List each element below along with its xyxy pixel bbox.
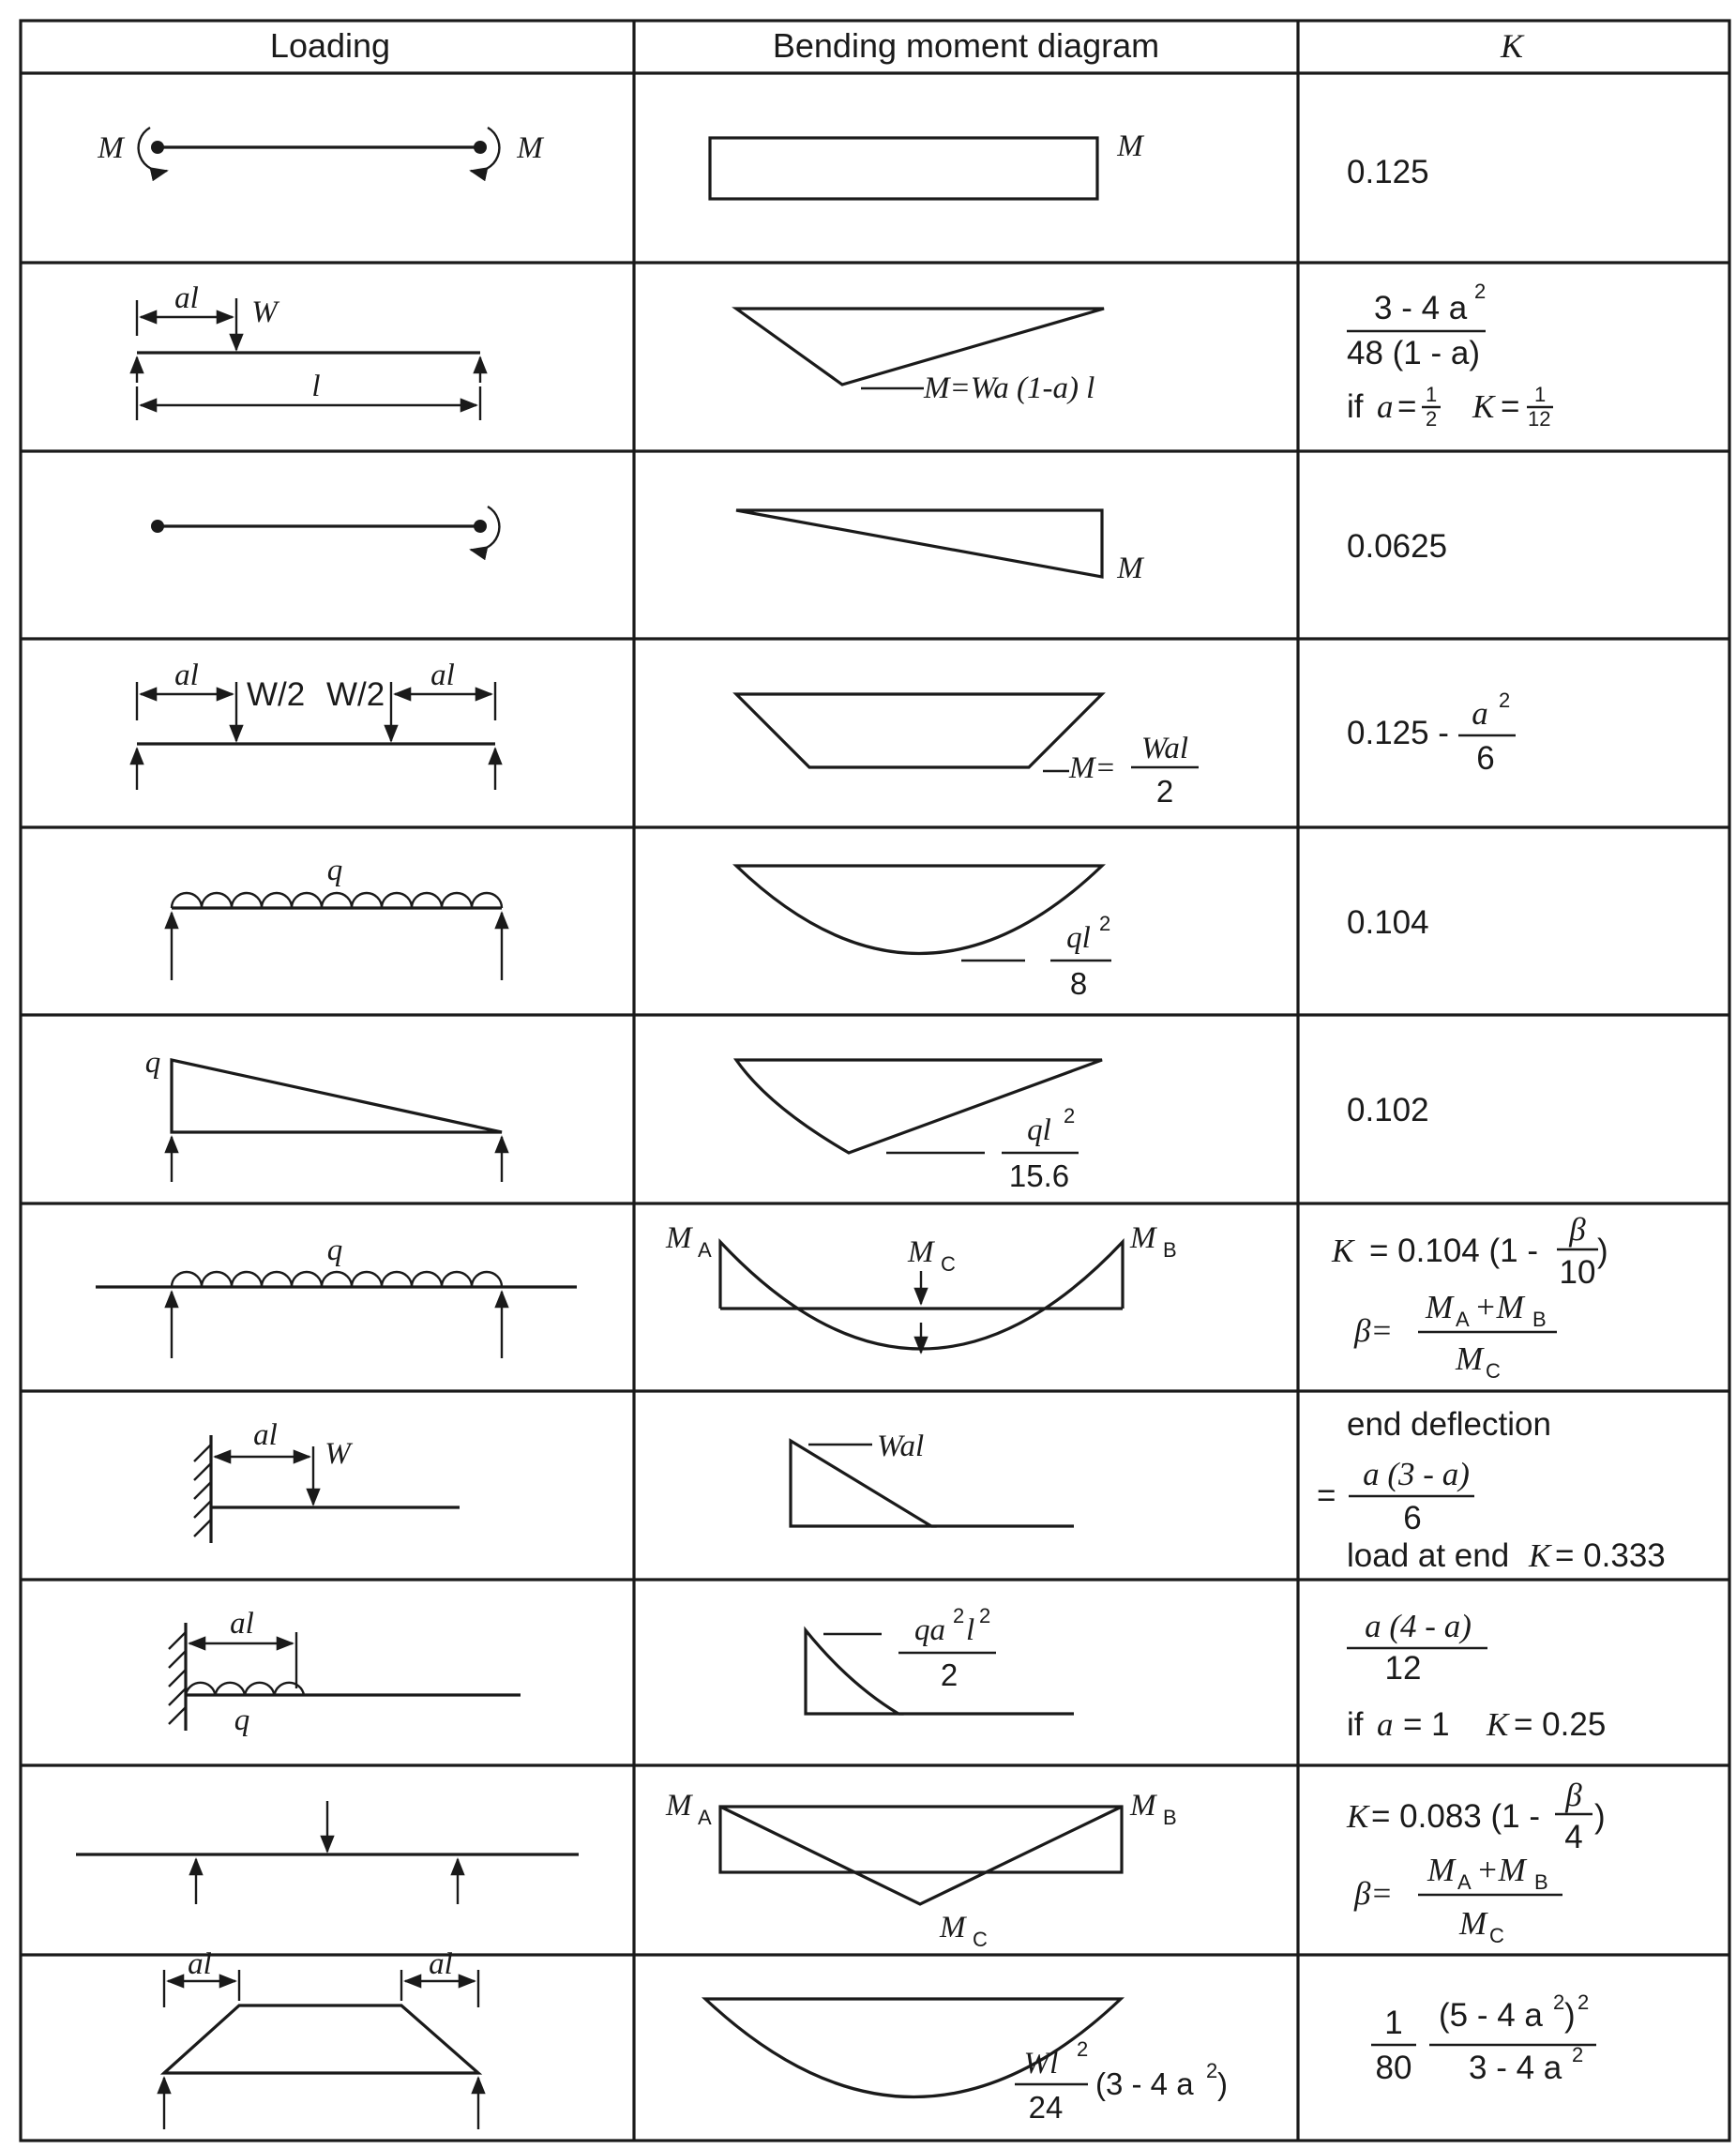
row-7-loading xyxy=(96,1233,577,1358)
moment-label-right: M xyxy=(517,131,543,165)
header-k: K xyxy=(1500,27,1524,65)
k-numerator: 3 - 4 a xyxy=(1374,290,1468,326)
k-frac-plus: +M xyxy=(1474,1289,1524,1325)
row-10-loading xyxy=(76,1801,579,1904)
k-line3b: = 0.333 xyxy=(1555,1537,1666,1574)
k-denominator: 48 (1 - a) xyxy=(1347,335,1480,371)
row-4 xyxy=(137,658,1516,809)
row-5 xyxy=(172,854,1429,1001)
k-value: 0.0625 xyxy=(1347,528,1448,565)
k-denominator: 6 xyxy=(1403,1500,1422,1536)
moment-label-left: M xyxy=(98,131,124,165)
bmd-frac-num: ql xyxy=(1066,921,1091,955)
bmd-ma-sub: A xyxy=(698,1806,712,1829)
k-symbol: K xyxy=(1332,1233,1354,1269)
row-6 xyxy=(145,1046,1429,1193)
dim-al-right: al xyxy=(429,1947,453,1981)
bmd-frac-num-exp: 2 xyxy=(1064,1104,1076,1127)
k-beta: β= xyxy=(1354,1875,1394,1912)
bmd-frac-den: 2 xyxy=(940,1657,959,1692)
load-w-label: W xyxy=(325,1437,351,1471)
row-4-bmd xyxy=(736,694,1199,809)
bmd-num-l: l xyxy=(966,1613,975,1647)
dim-al-label: al xyxy=(174,281,199,315)
k-frac-den-m: M xyxy=(1456,1340,1484,1377)
row-3-loading xyxy=(151,507,499,551)
bmd-mb: M xyxy=(1130,1221,1156,1255)
row-6-loading xyxy=(145,1046,502,1182)
dim-al-label: al xyxy=(230,1607,254,1641)
bmd-tail-exp: 2 xyxy=(1206,2059,1218,2082)
k-eq2: = xyxy=(1501,388,1520,425)
k-half-num: 1 xyxy=(1426,383,1438,406)
bmd-mc: M xyxy=(940,1911,966,1945)
row-5-loading xyxy=(172,854,502,980)
row-6-bmd xyxy=(736,1060,1102,1193)
k-frac-s2: B xyxy=(1532,1308,1547,1331)
k-beta-den: 4 xyxy=(1564,1819,1583,1855)
table-header xyxy=(270,26,1525,65)
row-8-loading xyxy=(194,1418,460,1543)
udl-loops-icon xyxy=(186,1683,304,1695)
k-beta: β= xyxy=(1354,1312,1394,1349)
row-3 xyxy=(151,507,1447,585)
k-eq: = xyxy=(1317,1477,1336,1514)
k-a-val: = 1 xyxy=(1403,1706,1450,1743)
row-2-bmd xyxy=(736,309,1104,405)
k-close: ) xyxy=(1594,1798,1606,1835)
bmd-mb-sub: B xyxy=(1163,1806,1177,1829)
k-beta-num: β xyxy=(1569,1211,1586,1248)
bmd-mc: M xyxy=(908,1235,934,1269)
row-10 xyxy=(76,1777,1606,1951)
k-numerator-exponent: 2 xyxy=(1474,280,1487,303)
k-numerator: a xyxy=(1472,695,1488,732)
k-line3: load at end xyxy=(1347,1537,1510,1574)
k-value: 0.125 xyxy=(1347,154,1429,190)
k-num-exp1: 2 xyxy=(1553,1990,1565,2014)
k-num-exp2: 2 xyxy=(1577,1990,1590,2014)
k-denominator: 12 xyxy=(1384,1650,1422,1687)
row-7-bmd xyxy=(665,1221,1177,1353)
bmd-moment-label: M xyxy=(1117,552,1143,585)
row-3-bmd xyxy=(736,510,1144,585)
k-eq: = xyxy=(1397,388,1417,425)
row-8-bmd xyxy=(791,1430,1074,1526)
k-value: 0.104 xyxy=(1347,904,1429,941)
fixed-support-hatch-icon xyxy=(169,1632,186,1724)
udl-q-label: q xyxy=(326,854,343,887)
row-10-k xyxy=(1346,1777,1606,1947)
bmd-num-exp1: 2 xyxy=(953,1604,965,1627)
row-7 xyxy=(96,1211,1608,1383)
k-denominator: 6 xyxy=(1476,740,1495,777)
k-d1: 80 xyxy=(1375,2050,1412,2086)
k-frac-den-s: C xyxy=(1486,1359,1501,1383)
k-a: a xyxy=(1377,388,1394,425)
k-frac-s2: B xyxy=(1534,1870,1548,1894)
k-line1: = 0.104 (1 - xyxy=(1369,1233,1538,1269)
bmd-frac-num: Wal xyxy=(1140,732,1189,765)
k-symbol: K xyxy=(1529,1537,1551,1574)
k-if: if xyxy=(1347,1706,1364,1743)
row-1-loading xyxy=(97,128,544,172)
bmd-mb-sub: B xyxy=(1163,1238,1177,1262)
bmd-ma: M xyxy=(666,1789,692,1823)
k-half-den: 2 xyxy=(1426,407,1438,431)
k-denominator: 3 - 4 a xyxy=(1469,2050,1562,2086)
bmd-wal-label: Wal xyxy=(877,1430,925,1463)
row-9-loading xyxy=(169,1607,521,1737)
k-frac-s1: A xyxy=(1456,1308,1470,1331)
k-beta-num: β xyxy=(1565,1777,1582,1813)
row-9-bmd xyxy=(806,1604,1074,1714)
udl-q-label: q xyxy=(326,1233,343,1267)
k-value: 0.102 xyxy=(1347,1092,1429,1128)
row-4-k xyxy=(1347,689,1516,777)
bmd-ma: M xyxy=(666,1221,692,1255)
fixed-support-hatch-icon xyxy=(194,1445,211,1536)
k-frac-plus: +M xyxy=(1476,1852,1526,1888)
bmd-frac-num: Wl xyxy=(1023,2047,1059,2081)
k-num-close: ) xyxy=(1564,1997,1576,2034)
dim-al-right: al xyxy=(430,658,455,692)
load-w2-right: W/2 xyxy=(326,676,385,713)
dim-al-left: al xyxy=(174,658,199,692)
bmd-num-qa: qa xyxy=(914,1613,945,1647)
row-10-bmd xyxy=(665,1789,1177,1951)
bmd-frac-num-exp: 2 xyxy=(1077,2037,1089,2061)
udl-loops-icon xyxy=(172,893,502,908)
k-numerator: (5 - 4 a xyxy=(1439,1997,1543,2034)
row-9 xyxy=(169,1604,1606,1743)
load-w-label: W xyxy=(251,295,278,329)
bmd-frac-den: 2 xyxy=(1155,774,1174,809)
bmd-moment-equation: M=Wa (1-a) l xyxy=(924,371,1095,405)
row-11 xyxy=(164,1947,1596,2129)
k-numerator-exponent: 2 xyxy=(1499,689,1511,712)
bmd-mc-sub: C xyxy=(973,1928,988,1951)
k-line1: end deflection xyxy=(1347,1406,1551,1443)
dim-al-label: al xyxy=(253,1418,278,1452)
row-5-bmd xyxy=(736,866,1111,1001)
k-symbol: K xyxy=(1487,1706,1509,1743)
bmd-mc-sub: C xyxy=(941,1252,956,1276)
k-symbol: K xyxy=(1472,388,1495,425)
k-frac-den-s: C xyxy=(1489,1924,1504,1947)
row-1-bmd xyxy=(710,129,1144,199)
k-n1: 1 xyxy=(1384,2005,1403,2041)
bmd-tail-close: ) xyxy=(1217,2066,1228,2101)
k-numerator: a (4 - a) xyxy=(1365,1608,1472,1644)
bmd-frac-den: 24 xyxy=(1028,2090,1064,2125)
row-11-bmd xyxy=(705,1999,1228,2125)
row-2-k xyxy=(1347,280,1553,431)
udl-loops-icon xyxy=(172,1272,502,1287)
k-frac-m1: M xyxy=(1426,1289,1454,1325)
bmd-frac-num-exp: 2 xyxy=(1099,912,1111,935)
k-prefix: 0.125 - xyxy=(1347,715,1449,751)
row-11-k xyxy=(1371,1990,1596,2086)
k-frac-m1: M xyxy=(1427,1852,1456,1888)
row-2-loading xyxy=(137,281,480,420)
k-close: ) xyxy=(1597,1233,1608,1269)
bmd-moment-label: M xyxy=(1117,129,1143,163)
dim-l-label: l xyxy=(311,370,321,403)
k-symbol: K xyxy=(1347,1798,1369,1835)
bmd-frac-den: 15.6 xyxy=(1008,1158,1070,1193)
k-a: a xyxy=(1377,1706,1394,1743)
header-loading: Loading xyxy=(269,26,391,65)
row-9-k xyxy=(1347,1608,1606,1743)
dim-al-left: al xyxy=(188,1947,212,1981)
k-den-exp: 2 xyxy=(1572,2043,1584,2066)
row-4-loading xyxy=(137,658,495,790)
k-beta-den: 10 xyxy=(1559,1254,1596,1291)
k-frac-den-m: M xyxy=(1459,1905,1487,1942)
k-twelfth-num: 1 xyxy=(1534,383,1547,406)
bmd-frac-den: 8 xyxy=(1069,966,1088,1001)
k-line1: = 0.083 (1 - xyxy=(1371,1798,1540,1835)
udl-q-label: q xyxy=(234,1703,250,1737)
header-bending-moment-diagram: Bending moment diagram xyxy=(772,26,1160,65)
bmd-tail: (3 - 4 a xyxy=(1095,2066,1194,2101)
bmd-moment-eq: M= xyxy=(1069,751,1116,785)
row-8-k xyxy=(1317,1406,1666,1574)
bmd-frac-num: ql xyxy=(1027,1113,1051,1147)
bmd-num-exp2: 2 xyxy=(979,1604,991,1627)
k-frac-s1: A xyxy=(1457,1870,1472,1894)
row-2 xyxy=(137,280,1553,431)
k-twelfth-den: 12 xyxy=(1528,407,1551,431)
load-w2-left: W/2 xyxy=(247,676,306,713)
row-8 xyxy=(194,1406,1666,1574)
udl-q-label: q xyxy=(144,1046,161,1080)
k-val: = 0.25 xyxy=(1514,1706,1607,1743)
row-7-k xyxy=(1331,1211,1608,1383)
k-if: if xyxy=(1347,388,1364,425)
bmd-ma-sub: A xyxy=(698,1238,712,1262)
row-1 xyxy=(97,128,1428,199)
k-numerator: a (3 - a) xyxy=(1363,1456,1470,1492)
row-11-loading xyxy=(164,1947,478,2129)
bmd-mb: M xyxy=(1130,1789,1156,1823)
